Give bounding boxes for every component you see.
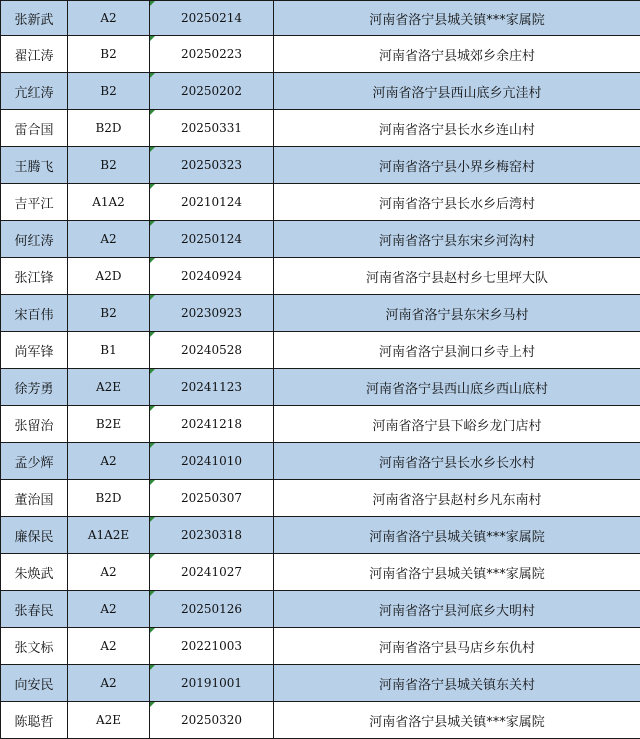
name-cell[interactable]: 雷合国 <box>1 110 68 147</box>
table-row[interactable] <box>1 36 640 73</box>
name-cell[interactable]: 张江锋 <box>1 258 68 295</box>
address-cell[interactable]: 河南省洛宁县西山底乡亢洼村 <box>274 73 640 110</box>
date-cell[interactable]: 20230318 <box>150 517 274 554</box>
license-class-cell[interactable]: A2 <box>68 591 150 628</box>
license-class-cell[interactable]: A2D <box>68 258 150 295</box>
name-cell[interactable]: 董治国 <box>1 480 68 517</box>
license-class-cell[interactable]: B2 <box>68 73 150 110</box>
address-cell[interactable]: 河南省洛宁县城关镇***家属院 <box>274 1 640 36</box>
address-cell[interactable]: 河南省洛宁县城关镇***家属院 <box>274 517 640 554</box>
address-cell[interactable]: 河南省洛宁县东宋乡马村 <box>274 295 640 332</box>
date-cell[interactable]: 20250214 <box>150 1 274 36</box>
date-cell[interactable]: 20250223 <box>150 36 274 73</box>
date-cell[interactable]: 20250124 <box>150 221 274 258</box>
date-cell[interactable]: 20221003 <box>150 628 274 665</box>
license-class-cell[interactable]: B2D <box>68 480 150 517</box>
date-cell[interactable]: 20240528 <box>150 332 274 369</box>
name-cell[interactable]: 张留治 <box>1 406 68 443</box>
table-row[interactable] <box>1 628 640 665</box>
name-cell[interactable]: 宋百伟 <box>1 295 68 332</box>
name-cell[interactable]: 王腾飞 <box>1 147 68 184</box>
date-cell[interactable]: 20230923 <box>150 295 274 332</box>
date-cell[interactable]: 20250307 <box>150 480 274 517</box>
table-row[interactable] <box>1 406 640 443</box>
license-class-cell[interactable]: A2E <box>68 369 150 406</box>
date-cell[interactable]: 20210124 <box>150 184 274 221</box>
license-class-cell[interactable]: B2E <box>68 406 150 443</box>
license-class-cell[interactable]: A2 <box>68 665 150 702</box>
name-cell[interactable]: 向安民 <box>1 665 68 702</box>
table-row[interactable] <box>1 221 640 258</box>
name-cell[interactable]: 何红涛 <box>1 221 68 258</box>
address-cell[interactable]: 河南省洛宁县西山底乡西山底村 <box>274 369 640 406</box>
license-class-cell[interactable]: A1A2E <box>68 517 150 554</box>
address-cell[interactable]: 河南省洛宁县长水乡连山村 <box>274 110 640 147</box>
name-cell[interactable]: 吉平江 <box>1 184 68 221</box>
date-cell[interactable]: 20191001 <box>150 665 274 702</box>
address-cell[interactable]: 河南省洛宁县城关镇***家属院 <box>274 702 640 739</box>
license-class-cell[interactable]: A2 <box>68 443 150 480</box>
table-row[interactable] <box>1 702 640 739</box>
address-cell[interactable]: 河南省洛宁县下峪乡龙门店村 <box>274 406 640 443</box>
license-class-cell[interactable]: A2 <box>68 628 150 665</box>
date-cell[interactable]: 20250320 <box>150 702 274 739</box>
name-cell[interactable]: 张春民 <box>1 591 68 628</box>
name-cell[interactable]: 廉保民 <box>1 517 68 554</box>
date-cell[interactable]: 20240924 <box>150 258 274 295</box>
table-row[interactable] <box>1 517 640 554</box>
table-row[interactable] <box>1 295 640 332</box>
table-row[interactable] <box>1 369 640 406</box>
address-cell[interactable]: 河南省洛宁县赵村乡凡东南村 <box>274 480 640 517</box>
address-cell[interactable]: 河南省洛宁县赵村乡七里坪大队 <box>274 258 640 295</box>
name-cell[interactable]: 陈聪哲 <box>1 702 68 739</box>
date-cell[interactable]: 20250126 <box>150 591 274 628</box>
date-cell[interactable]: 20241123 <box>150 369 274 406</box>
license-class-cell[interactable]: B2 <box>68 295 150 332</box>
table-row[interactable] <box>1 110 640 147</box>
address-cell[interactable]: 河南省洛宁县东宋乡河沟村 <box>274 221 640 258</box>
license-class-cell[interactable]: A2 <box>68 554 150 591</box>
license-class-cell[interactable]: B2D <box>68 110 150 147</box>
date-cell[interactable]: 20250323 <box>150 147 274 184</box>
license-class-cell[interactable]: A2E <box>68 702 150 739</box>
table-row[interactable] <box>1 73 640 110</box>
address-cell[interactable]: 河南省洛宁县城关镇***家属院 <box>274 554 640 591</box>
table-row[interactable] <box>1 480 640 517</box>
table-row[interactable] <box>1 554 640 591</box>
license-class-cell[interactable]: A2 <box>68 1 150 36</box>
license-class-cell[interactable]: B2 <box>68 147 150 184</box>
license-class-cell[interactable]: B2 <box>68 36 150 73</box>
address-cell[interactable]: 河南省洛宁县小界乡梅窑村 <box>274 147 640 184</box>
table-row[interactable] <box>1 332 640 369</box>
license-class-cell[interactable]: B1 <box>68 332 150 369</box>
name-cell[interactable]: 亢红涛 <box>1 73 68 110</box>
table-row[interactable] <box>1 591 640 628</box>
name-cell[interactable]: 翟江涛 <box>1 36 68 73</box>
date-cell[interactable]: 20241218 <box>150 406 274 443</box>
name-cell[interactable]: 孟少辉 <box>1 443 68 480</box>
name-cell[interactable]: 张新武 <box>1 1 68 36</box>
address-cell[interactable]: 河南省洛宁县长水乡长水村 <box>274 443 640 480</box>
name-cell[interactable]: 张文标 <box>1 628 68 665</box>
table-row[interactable] <box>1 665 640 702</box>
name-cell[interactable]: 朱焕武 <box>1 554 68 591</box>
records-table-body <box>1 1 640 739</box>
address-cell[interactable]: 河南省洛宁县河底乡大明村 <box>274 591 640 628</box>
table-row[interactable] <box>1 1 640 36</box>
table-row[interactable] <box>1 147 640 184</box>
date-cell[interactable]: 20241010 <box>150 443 274 480</box>
name-cell[interactable]: 尚军锋 <box>1 332 68 369</box>
date-cell[interactable]: 20250202 <box>150 73 274 110</box>
date-cell[interactable]: 20250331 <box>150 110 274 147</box>
address-cell[interactable]: 河南省洛宁县城关镇东关村 <box>274 665 640 702</box>
table-row[interactable] <box>1 443 640 480</box>
address-cell[interactable]: 河南省洛宁县城郊乡余庄村 <box>274 36 640 73</box>
date-cell[interactable]: 20241027 <box>150 554 274 591</box>
address-cell[interactable]: 河南省洛宁县长水乡后湾村 <box>274 184 640 221</box>
name-cell[interactable]: 徐芳勇 <box>1 369 68 406</box>
table-row[interactable] <box>1 184 640 221</box>
address-cell[interactable]: 河南省洛宁县马店乡东仇村 <box>274 628 640 665</box>
address-cell[interactable]: 河南省洛宁县涧口乡寺上村 <box>274 332 640 369</box>
license-class-cell[interactable]: A1A2 <box>68 184 150 221</box>
license-class-cell[interactable]: A2 <box>68 221 150 258</box>
table-row[interactable] <box>1 258 640 295</box>
